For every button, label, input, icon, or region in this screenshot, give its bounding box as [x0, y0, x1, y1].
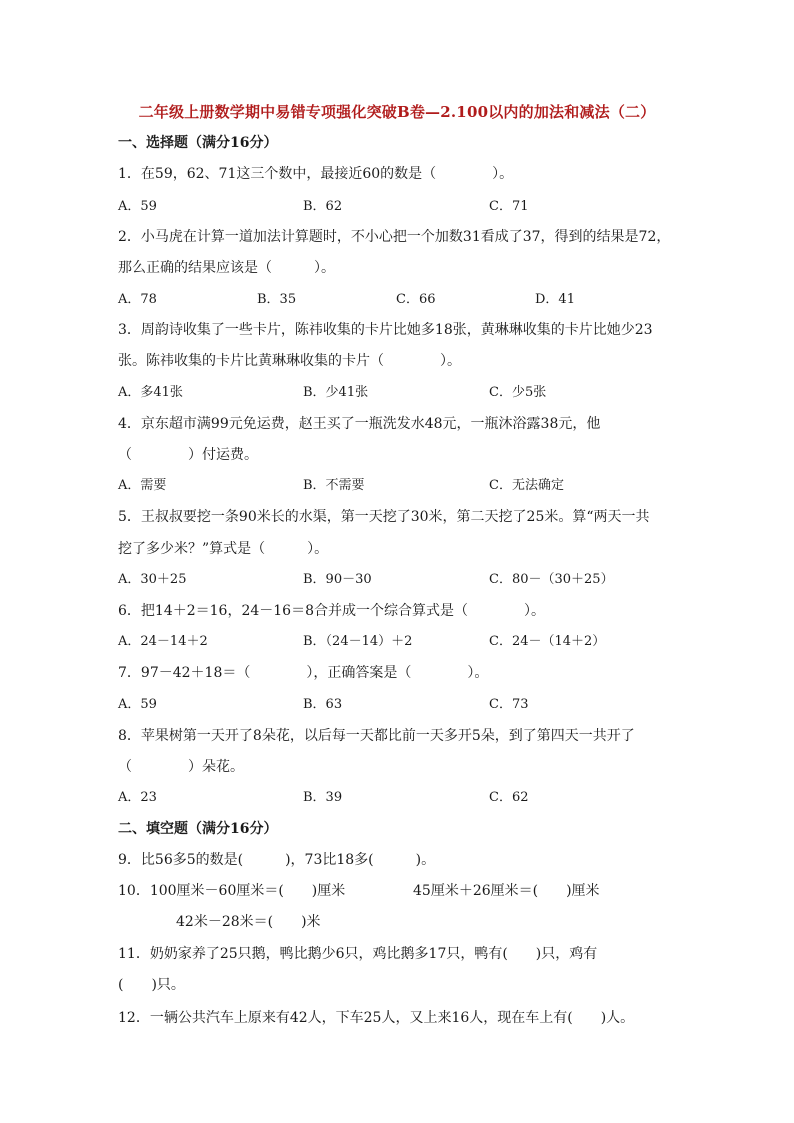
question-10-part2: 45厘米＋26厘米＝( )厘米: [413, 883, 600, 899]
q8-option-b: B．39: [303, 790, 343, 805]
question-2-line2: 那么正确的结果应该是（ ）。: [118, 260, 335, 276]
q6-option-b: B．（24－14）＋2: [303, 634, 413, 649]
question-2-line1: 2．小马虎在计算一道加法计算题时，不小心把一个加数31看成了37，得到的结果是72，: [118, 229, 671, 245]
q6-option-a: A．24－14＋2: [118, 634, 208, 649]
q7-option-c: C．73: [489, 697, 529, 712]
question-11-line2: ( )只。: [118, 977, 185, 993]
q2-option-b: B．35: [257, 292, 297, 307]
question-8-line1: 8．苹果树第一天开了8朵花，以后每一天都比前一天多开5朵，到了第四天一共开了: [118, 728, 635, 744]
question-12: 12．一辆公共汽车上原来有42人，下车25人，又上来16人，现在车上有( )人。: [118, 1010, 635, 1026]
question-11-line1: 11．奶奶家养了25只鹅，鸭比鹅少6只，鸡比鹅多17只，鸭有( )只，鸡有: [118, 946, 598, 962]
q5-option-c: C．80－（30＋25）: [489, 572, 614, 587]
q5-option-b: B．90－30: [303, 572, 372, 587]
question-4-line1: 4．京东超市满99元免运费，赵王买了一瓶洗发水48元，一瓶沐浴露38元，他: [118, 416, 601, 432]
q3-option-a: A．多41张: [118, 385, 183, 400]
q8-option-a: A．23: [118, 790, 157, 805]
q2-option-c: C．66: [396, 292, 436, 307]
question-8-line2: （ ）朵花。: [118, 759, 244, 775]
q8-option-c: C．62: [489, 790, 529, 805]
question-10-part1: 10．100厘米－60厘米＝( )厘米: [118, 883, 346, 899]
question-1: 1．在59，62、71这三个数中，最接近60的数是（ ）。: [118, 166, 514, 182]
question-3-line1: 3．周韵诗收集了一些卡片，陈祎收集的卡片比她多18张，黄琳琳收集的卡片比她少23: [118, 322, 653, 338]
q1-option-b: B．62: [303, 199, 343, 214]
question-10-part3: 42米－28米＝( )米: [176, 914, 321, 930]
section-fill-heading: 二、填空题（满分16分）: [118, 821, 278, 837]
question-4-line2: （ ）付运费。: [118, 447, 258, 463]
q7-option-b: B．63: [303, 697, 343, 712]
q2-option-a: A．78: [118, 292, 157, 307]
page-title: 二年级上册数学期中易错专项强化突破B卷—2.100以内的加法和减法（二）: [138, 103, 656, 121]
q6-option-c: C．24－（14＋2）: [489, 634, 606, 649]
question-9: 9．比56多5的数是( )，73比18多( )。: [118, 852, 436, 868]
section-choice-heading: 一、选择题（满分16分）: [118, 135, 278, 151]
q3-option-b: B．少41张: [303, 385, 369, 400]
q5-option-a: A．30＋25: [118, 572, 187, 587]
q4-option-b: B．不需要: [303, 478, 365, 493]
question-7: 7．97－42＋18＝（ ），正确答案是（ ）。: [118, 665, 489, 681]
question-5-line1: 5．王叔叔要挖一条90米长的水渠，第一天挖了30米，第二天挖了25米。算“两天一共: [118, 509, 650, 525]
question-6: 6．把14＋2＝16，24－16＝8合并成一个综合算式是（ ）。: [118, 603, 545, 619]
q2-option-d: D．41: [535, 292, 575, 307]
q1-option-a: A．59: [118, 199, 157, 214]
question-3-line2: 张。陈祎收集的卡片比黄琳琳收集的卡片（ ）。: [118, 353, 461, 369]
q3-option-c: C．少5张: [489, 385, 547, 400]
question-5-line2: 挖了多少米？”算式是（ ）。: [118, 541, 329, 557]
q4-option-c: C．无法确定: [489, 478, 564, 493]
q4-option-a: A．需要: [118, 478, 167, 493]
q1-option-c: C．71: [489, 199, 529, 214]
q7-option-a: A．59: [118, 697, 157, 712]
